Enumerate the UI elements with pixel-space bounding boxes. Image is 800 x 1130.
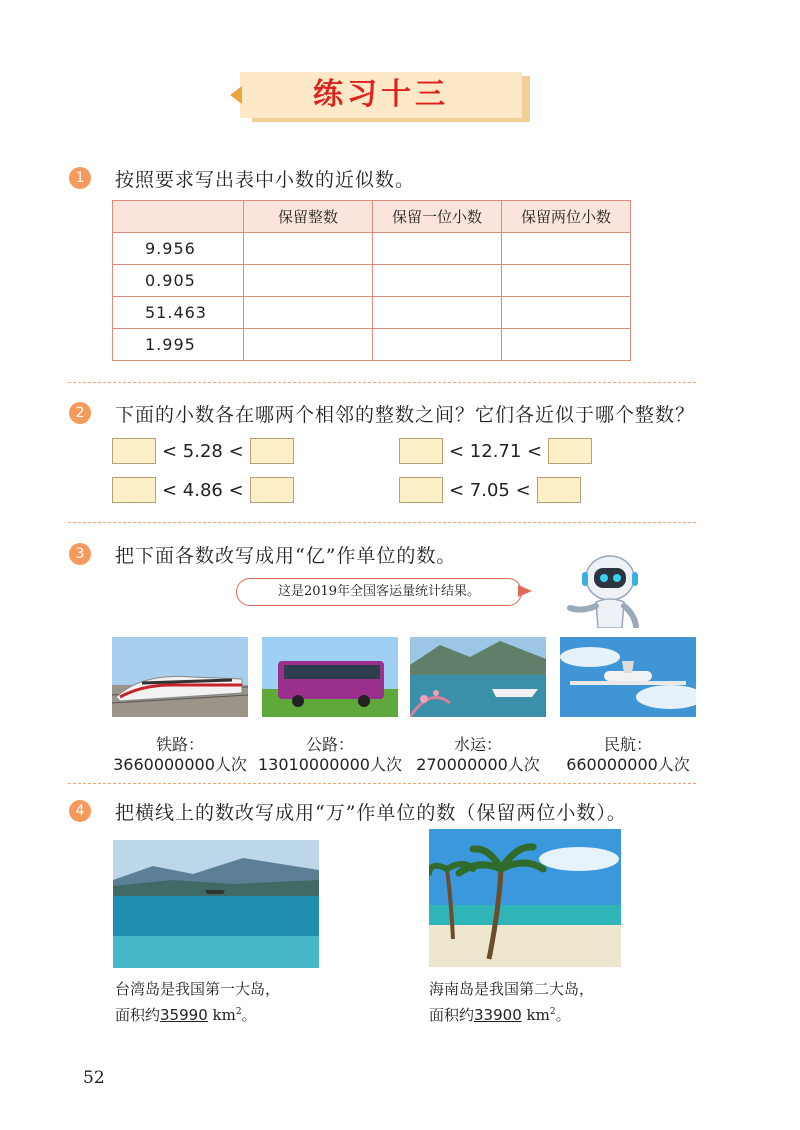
taiwan-area-value: 35990	[160, 1006, 208, 1024]
table-row	[113, 233, 631, 265]
hainan-island-photo	[429, 829, 621, 967]
answer-box[interactable]	[399, 477, 443, 503]
railway-label: 铁路：	[155, 735, 204, 754]
answer-box[interactable]	[112, 477, 156, 503]
table-header-cell: 保留整数	[244, 201, 373, 233]
answer-box[interactable]	[112, 438, 156, 464]
answer-cell[interactable]	[502, 233, 631, 265]
table-row	[113, 297, 631, 329]
highway-label: 公路：	[305, 735, 354, 754]
answer-cell[interactable]	[244, 265, 373, 297]
table-header-row	[113, 201, 631, 233]
answer-cell[interactable]	[244, 297, 373, 329]
question-number-1: 1	[69, 167, 91, 189]
waterway-value: 270000000人次	[416, 755, 540, 774]
table-row-label: 0.905	[113, 265, 244, 297]
answer-box[interactable]	[548, 438, 592, 464]
civil-aviation-label: 民航：	[603, 735, 652, 754]
answer-cell[interactable]	[373, 265, 502, 297]
answer-box[interactable]	[537, 477, 581, 503]
section-divider	[68, 783, 696, 784]
answer-box[interactable]	[399, 438, 443, 464]
question-2-text: 下面的小数各在哪两个相邻的整数之间？它们各近似于哪个整数？	[115, 404, 696, 426]
taiwan-note-line1: 台湾岛是我国第一大岛，	[115, 980, 281, 998]
taiwan-note-end: 。	[241, 1006, 257, 1024]
hainan-area-prefix: 面积约	[429, 1006, 475, 1024]
speech-bubble-tail	[518, 585, 532, 597]
hainan-note-line1: 海南岛是我国第二大岛，	[429, 980, 595, 998]
taiwan-area-unit: km	[212, 1006, 236, 1024]
exercise-title: 练习十三	[313, 77, 449, 112]
taiwan-note-line2	[115, 1001, 280, 1027]
inequality-text: < 7.05 <	[449, 479, 531, 501]
plane-photo	[560, 637, 696, 717]
speech-bubble: 这是2019年全国客运量统计结果。	[236, 578, 522, 606]
inequality-text: < 12.71 <	[449, 440, 543, 462]
answer-cell[interactable]	[502, 297, 631, 329]
section-divider	[68, 522, 696, 523]
question-3-text: 把下面各数改写成用“亿”作单位的数。	[115, 545, 457, 567]
robot-icon	[560, 548, 650, 628]
answer-box[interactable]	[250, 438, 294, 464]
inequality-item	[112, 477, 294, 503]
question-number-4: 4	[69, 800, 91, 822]
table-row-label: 51.463	[113, 297, 244, 329]
taiwan-area-unit-sup: 2	[235, 1007, 242, 1017]
hainan-area-unit: km	[526, 1006, 550, 1024]
taiwan-island-photo	[113, 840, 319, 968]
table-row	[113, 265, 631, 297]
inequality-item	[112, 438, 294, 464]
answer-cell[interactable]	[502, 265, 631, 297]
answer-cell[interactable]	[244, 233, 373, 265]
inequality-item	[399, 438, 592, 464]
question-number-2: 2	[69, 402, 91, 424]
section-divider	[68, 382, 696, 383]
highway-value: 13010000000人次	[258, 755, 402, 774]
bus-photo	[262, 637, 398, 717]
page-number: 52	[83, 1068, 105, 1088]
hainan-area-value: 33900	[474, 1006, 522, 1024]
question-4-text: 把横线上的数改写成用“万”作单位的数（保留两位小数）。	[115, 802, 627, 824]
answer-cell[interactable]	[373, 297, 502, 329]
inequality-item	[399, 477, 581, 503]
answer-cell[interactable]	[373, 329, 502, 361]
answer-cell[interactable]	[373, 233, 502, 265]
table-row	[113, 329, 631, 361]
hainan-note-end: 。	[555, 1006, 571, 1024]
waterway-label: 水运：	[453, 735, 502, 754]
hainan-note	[429, 978, 594, 1027]
taiwan-area-prefix: 面积约	[115, 1006, 161, 1024]
answer-cell[interactable]	[502, 329, 631, 361]
approximation-table	[112, 200, 631, 361]
ship-photo	[410, 637, 546, 717]
table-header-cell	[113, 201, 244, 233]
table-header-cell: 保留两位小数	[502, 201, 631, 233]
hainan-area-unit-sup: 2	[549, 1007, 556, 1017]
table-row-label: 1.995	[113, 329, 244, 361]
table-row-label: 9.956	[113, 233, 244, 265]
railway-value: 3660000000人次	[113, 755, 247, 774]
train-photo	[112, 637, 248, 717]
question-number-3: 3	[69, 543, 91, 565]
title-banner	[240, 72, 530, 122]
answer-cell[interactable]	[244, 329, 373, 361]
civil-aviation-value: 660000000人次	[566, 755, 690, 774]
question-1-text: 按照要求写出表中小数的近似数。	[115, 169, 416, 191]
answer-box[interactable]	[250, 477, 294, 503]
inequality-text: < 5.28 <	[162, 440, 244, 462]
hainan-note-line2	[429, 1001, 594, 1027]
taiwan-note	[115, 978, 280, 1027]
table-header-cell: 保留一位小数	[373, 201, 502, 233]
inequality-text: < 4.86 <	[162, 479, 244, 501]
